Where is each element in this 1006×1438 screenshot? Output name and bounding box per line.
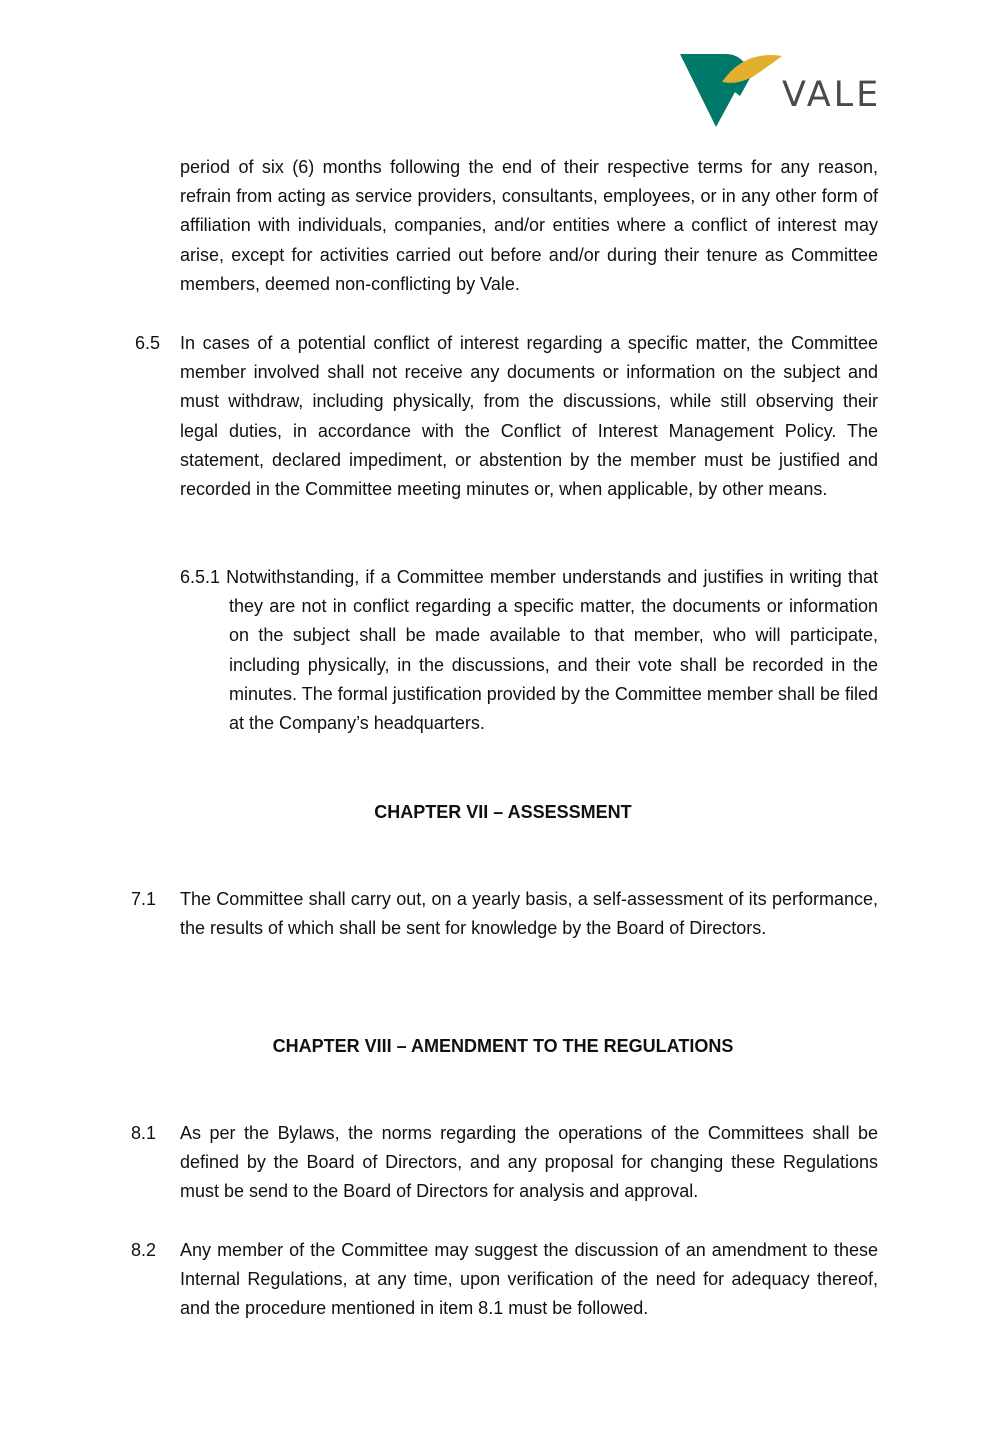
logo-wordmark: VALE: [782, 75, 882, 115]
section-number-6-5: 6.5: [135, 333, 161, 353]
section-number-8-2: 8.2: [131, 1240, 157, 1260]
section-6-5-text: In cases of a potential conflict of interest regarding a specific matter, the Committee member involved shall not receive any documents or information on the subject and must withdraw, including physically, from the discussions, while still observing their legal duties, in accordance with the Conflict of Interest Management Policy. The statement, declared impediment, or abstention by the member must be justified and recorded in the Committee meeting minutes or, when applicable, by other means.: [180, 333, 878, 500]
chapter-viii-heading: CHAPTER VIII – AMENDMENT TO THE REGULATIONS: [272, 1036, 734, 1056]
section-number-8-1: 8.1: [131, 1123, 157, 1143]
section-8-2-text: Any member of the Committee may suggest the discussion of an amendment to these Internal Regulations, at any time, upon verification of the need for adequacy thereof, and the procedure mentioned in item 8.1 must be followed.: [180, 1240, 878, 1319]
chapter-vii-heading: CHAPTER VII – ASSESSMENT: [374, 802, 632, 822]
section-8-1-text: As per the Bylaws, the norms regarding the operations of the Committees shall be defined by the Board of Directors, and any proposal for changing these Regulations must be send to the Board of Directors for analysis and approval.: [180, 1123, 878, 1202]
section-7-1-text: The Committee shall carry out, on a yearly basis, a self-assessment of its performance, the results of which shall be sent for knowledge by the Board of Directors.: [180, 889, 878, 939]
section-6-5-1-text: 6.5.1 Notwithstanding, if a Committee member understands and justifies in writing that they are not in conflict regarding a specific matter, the documents or information on the subject shall be made available to that member, who will participate, including physically, in the discussions, and their vote shall be recorded in the minutes. The formal justification provided by the Committee member shall be filed at the Company’s headquarters.: [180, 567, 878, 734]
vale-logo-icon: [678, 48, 788, 130]
section-number-7-1: 7.1: [131, 889, 157, 909]
paragraph-continuation: period of six (6) months following the end of their respective terms for any reason, refrain from acting as service providers, consultants, employees, or in any other form of affiliation with individuals, companies, and/or entities where a conflict of interest may arise, except for activities carried out before and/or during their tenure as Committee members, deemed non-conflicting by Vale.: [180, 157, 878, 294]
vale-logo: [678, 48, 883, 130]
